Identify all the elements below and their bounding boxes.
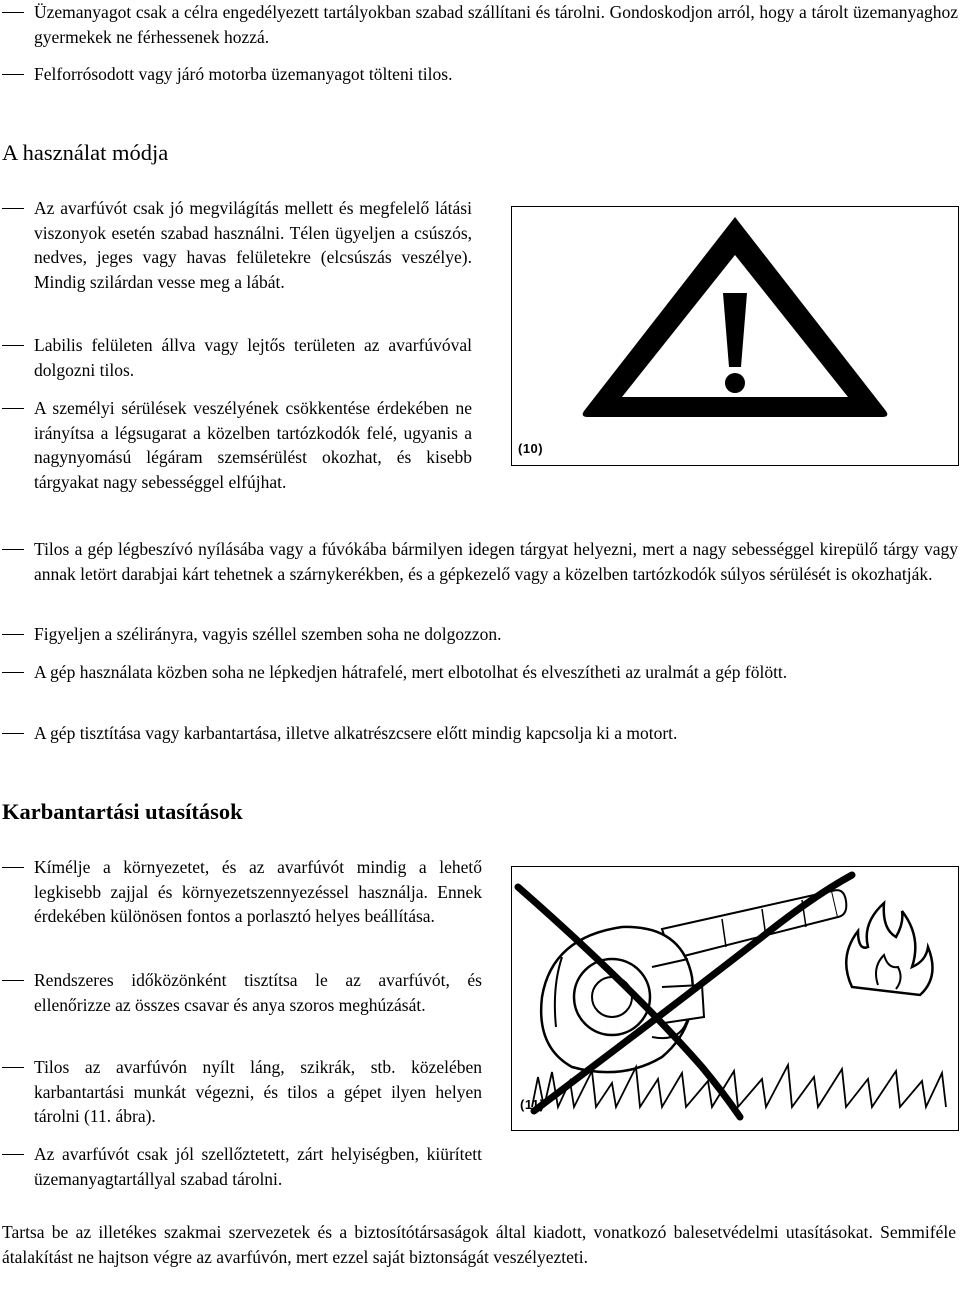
list-item: [0, 333, 472, 382]
list-item-text: A személyi sérülések veszélyének csökkentése érdekében ne irányítsa a légsugarat a közelben tartózkodók felé, ugyanis a nagynyomású légáram szemsérülést okozhat, és kisebb tárgyakat nagy sebességgel elfújhat.: [34, 398, 472, 492]
list-item-text: Az avarfúvót csak jó megvilágítás mellett és megfelelő látási viszonyok esetén szabad használni. Télen ügyeljen a csúszós, nedves, jeges vagy havas felületekre (elcsúszás veszélye). Mindig szilárdan vesse meg a lábát.: [34, 198, 472, 292]
closing-paragraph: Tartsa be az illetékes szakmai szervezetek és a biztosítótársaságok által kiadott, vonatkozó balesetvédelmi utasításokat. Semmiféle átalakítást ne hajtson végre az avarfúvón, mert ezzel saját biztonságát veszélyezteti.: [2, 1222, 956, 1267]
section-heading-maintenance: Karbantartási utasítások: [2, 799, 243, 824]
no-fire-leaf-blower-icon: [512, 867, 958, 1130]
list-item: [0, 660, 958, 685]
list-item: [0, 537, 958, 586]
list-item-text: Felforrósodott vagy járó motorba üzemanyagot tölteni tilos.: [34, 64, 453, 84]
list-item: [0, 1055, 482, 1129]
figure-10: [511, 206, 959, 466]
list-item: [0, 622, 958, 647]
list-item-text: Tilos a gép légbeszívó nyílásába vagy a fúvókába bármilyen idegen tárgyat helyezni, mert a nagy sebességgel kirepülő tárgy vagy annak letört darabjai kárt tehetnek a szárnykerékben, és a gépkezelő vagy a közelben tartózkodók súlyos sérülését is okozhatják.: [34, 539, 958, 584]
list-item-text: Figyeljen a szélirányra, vagyis széllel szemben soha ne dolgozzon.: [34, 624, 502, 644]
section-heading-usage: A használat módja: [2, 140, 169, 165]
list-item: [0, 396, 472, 494]
list-item-text: Tilos az avarfúvón nyílt láng, szikrák, stb. közelében karbantartási munkát végezni, és tilos a gépet ilyen helyen tárolni (11. ábra).: [34, 1057, 482, 1127]
list-item-text: A gép tisztítása vagy karbantartása, illetve alkatrészcsere előtt mindig kapcsolja ki a motort.: [34, 723, 678, 743]
figure-11: [511, 866, 959, 1131]
list-item: [0, 196, 472, 294]
list-item: [0, 0, 958, 49]
list-item-text: Az avarfúvót csak jól szellőztetett, zárt helyiségben, kiürített üzemanyagtartállyal szabad tárolni.: [34, 1144, 482, 1189]
list-item: [0, 721, 958, 746]
list-item: [0, 1142, 482, 1191]
figure-caption: (10): [518, 441, 544, 456]
list-item: [0, 62, 958, 87]
list-item-text: Labilis felületen állva vagy lejtős területen az avarfúvóval dolgozni tilos.: [34, 335, 472, 380]
list-item-text: A gép használata közben soha ne lépkedjen hátrafelé, mert elbotolhat és elveszítheti az uralmát a gép fölött.: [34, 662, 788, 682]
list-item-text: Rendszeres időközönként tisztítsa le az avarfúvót, és ellenőrizze az összes csavar és anya szoros meghúzását.: [34, 970, 482, 1015]
list-item-text: Kímélje a környezetet, és az avarfúvót mindig a lehető legkisebb zajjal és környezetszennyezéssel használja. Ennek érdekében különösen fontos a porlasztó helyes beállítása.: [34, 857, 482, 927]
figure-caption: (11): [520, 1097, 545, 1112]
list-item-text: Üzemanyagot csak a célra engedélyezett tartályokban szabad szállítani és tárolni. Gondoskodjon arról, hogy a tárolt üzemanyaghoz gyermekek ne férhessenek hozzá.: [34, 2, 958, 47]
list-item: [0, 855, 482, 929]
warning-triangle-icon: [512, 207, 958, 465]
list-item: [0, 968, 482, 1017]
